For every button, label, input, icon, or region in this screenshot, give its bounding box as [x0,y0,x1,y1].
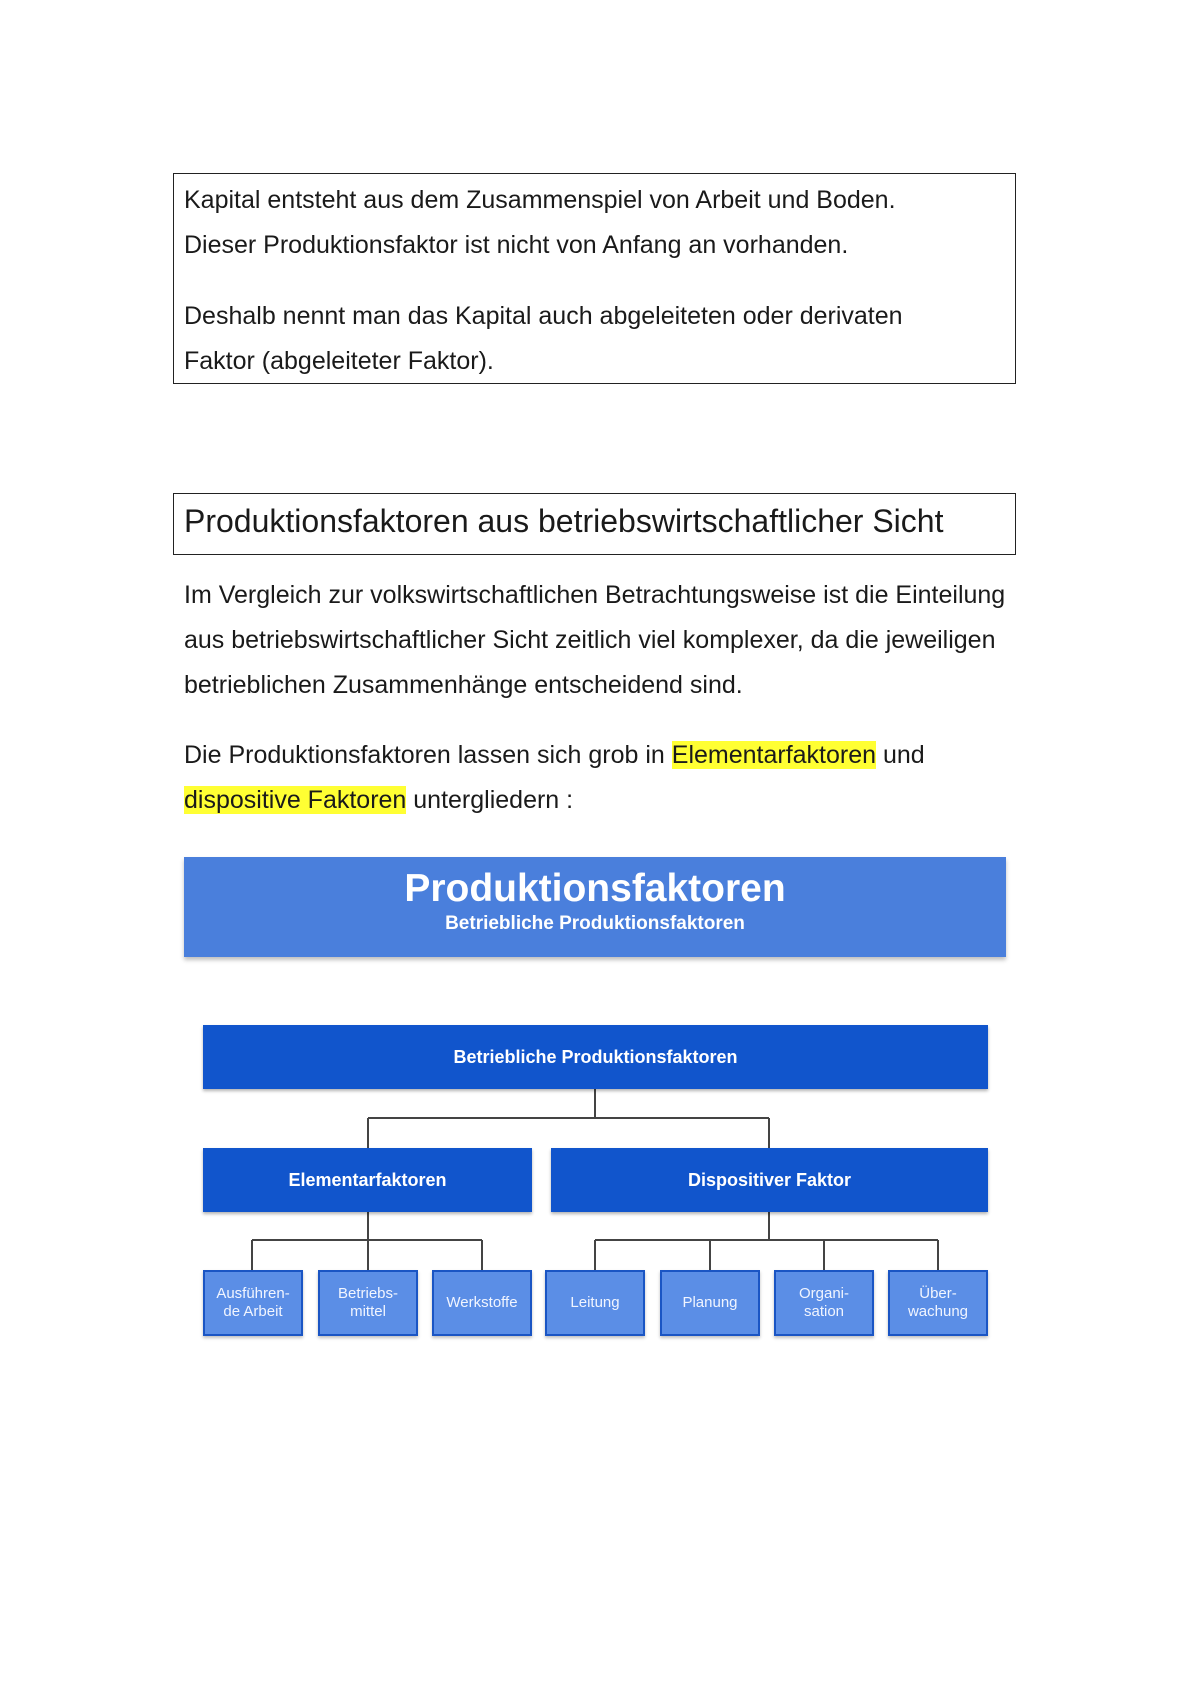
leaf-label: Organi- sation [798,1285,850,1320]
node-leaf [774,1270,874,1336]
node-leaf [545,1270,645,1336]
highlighted-term: dispositive Faktoren [184,786,407,814]
node-leaf [432,1270,532,1336]
text-segment: und [876,741,925,769]
section-heading: Produktionsfaktoren aus betriebswirtschaftlicher Sicht [184,503,944,539]
info-line: Deshalb nennt man das Kapital auch abgeleiteten oder derivaten [184,302,903,330]
paragraph-classification [184,733,1014,823]
leaf-label: Betriebs- mittel [337,1285,399,1320]
text-segment: Die Produktionsfaktoren lassen sich grob in [184,741,672,769]
banner-title: Produktionsfaktoren [404,867,786,910]
node-leaf [203,1270,303,1336]
leaf-label: Ausführen- de Arbeit [216,1285,290,1320]
section-heading-box [173,493,1016,555]
leaf-label: Werkstoffe [446,1294,518,1311]
text-segment: untergliedern : [406,786,574,814]
leaf-label: Über- wachung [907,1285,969,1320]
node-leaf [660,1270,760,1336]
node-elementarfaktoren: Elementarfaktoren [203,1148,532,1212]
leaf-label: Planung [682,1294,738,1311]
highlighted-term: Elementarfaktoren [671,741,877,769]
banner-subtitle: Betriebliche Produktionsfaktoren [445,913,745,934]
node-dispositiver-faktor: Dispositiver Faktor [551,1148,988,1212]
info-line: Faktor (abgeleiteter Faktor). [184,347,494,375]
info-line: Dieser Produktionsfaktor ist nicht von Anfang an vorhanden. [184,231,849,259]
node-leaf [318,1270,418,1336]
leaf-label: Leitung [570,1294,620,1311]
node-leaf [888,1270,988,1336]
info-line: Kapital entsteht aus dem Zusammenspiel von Arbeit und Boden. [184,186,896,214]
figure-banner [184,857,1006,957]
node-root: Betriebliche Produktionsfaktoren [203,1025,988,1089]
info-box-kapital [173,173,1016,384]
paragraph-comparison: Im Vergleich zur volkswirtschaftlichen Betrachtungsweise ist die Einteilung aus betriebswirtschaftlicher Sicht zeitlich viel komplexer, da die jeweiligen betrieblichen Zusammenhänge entscheidend sind. [184,581,1006,699]
